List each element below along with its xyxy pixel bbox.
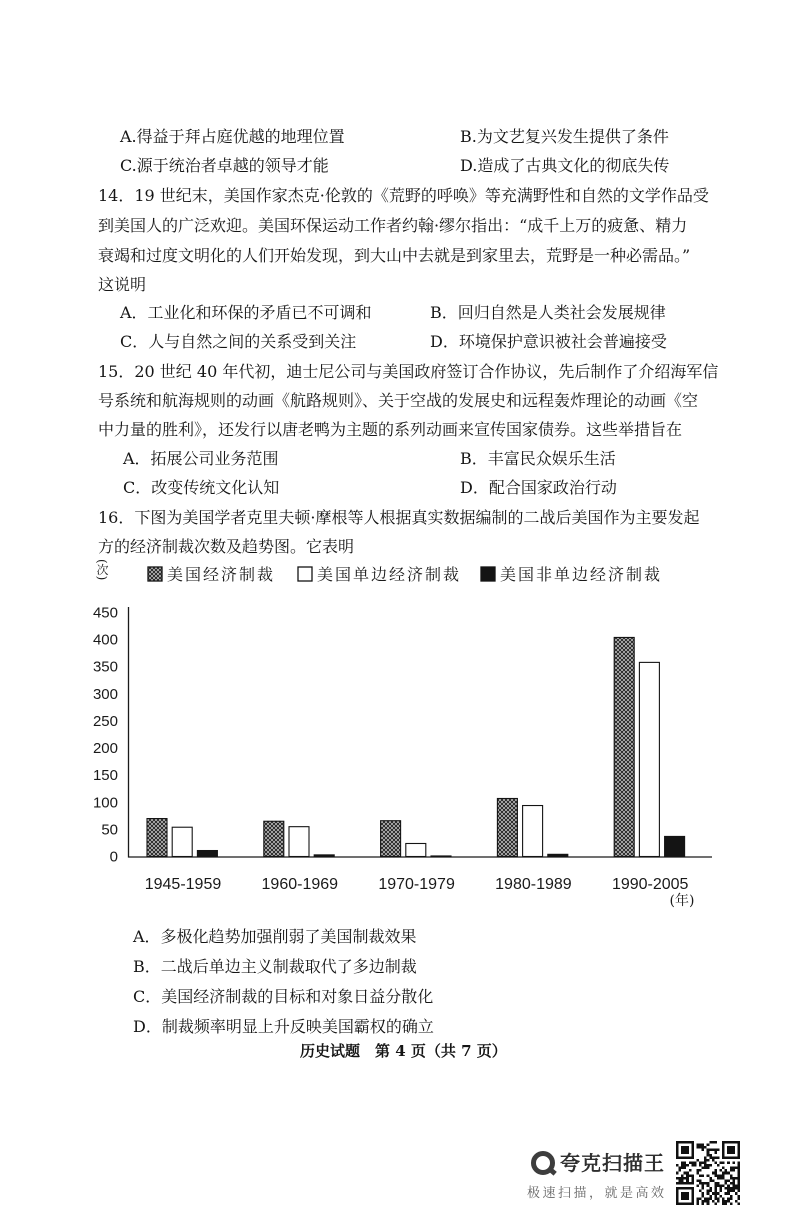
q14-option-a: A．工业化和环保的矛盾已不可调和	[120, 303, 372, 322]
x-tick-label: 1990-2005	[611, 876, 689, 893]
x-tick-label: 1970-1979	[378, 876, 455, 893]
watermark-brand: 夸克扫描王	[560, 1151, 665, 1175]
y-tick-label: 100	[92, 794, 118, 812]
q15-option-a: A．拓展公司业务范围	[123, 449, 279, 468]
q13-option-d: D.造成了古典文化的彻底失传	[460, 156, 670, 175]
legend-swatch-non-unilateral-sanctions	[481, 567, 495, 581]
q14-stem-line-1: 14．19 世纪末，美国作家杰克·伦敦的《荒野的呼唤》等充满野性和自然的文学作品受	[98, 186, 709, 205]
q14-option-c: C．人与自然之间的关系受到关注	[120, 332, 357, 351]
legend-swatch-economic-sanctions	[148, 567, 162, 581]
y-tick-label: 150	[92, 767, 118, 785]
q15-option-b: B．丰富民众娱乐生活	[460, 449, 616, 468]
q15-stem-line-2: 号系统和航海规则的动画《航路规则》、关于空战的发展史和远程轰炸理论的动画《空	[98, 391, 699, 410]
qr-code	[676, 1141, 740, 1205]
bar-economic-sanctions-1990-2005	[614, 637, 634, 856]
bar-unilateral-sanctions-1970-1979	[406, 843, 426, 856]
y-tick-label: 0	[109, 848, 118, 866]
bar-economic-sanctions-1980-1989	[497, 798, 517, 856]
q15-stem-line-3: 中力量的胜利》，还发行以唐老鸭为主题的系列动画来宣传国家债券。这些举措旨在	[98, 420, 683, 439]
q14-option-b: B．回归自然是人类社会发展规律	[430, 303, 666, 322]
x-tick-label: 1945-1959	[144, 876, 222, 893]
q14-stem-line-2: 到美国人的广泛欢迎。美国环保运动工作者约翰·缪尔指出：“成千上万的疲惫、精力	[98, 216, 688, 235]
y-tick-label: 450	[92, 604, 118, 622]
bar-non-unilateral-sanctions-1945-1959	[197, 851, 217, 857]
bar-non-unilateral-sanctions-1960-1969	[314, 855, 334, 857]
q13-option-b: B.为文艺复兴发生提供了条件	[460, 127, 669, 146]
q14-option-d: D．环境保护意识被社会普遍接受	[430, 332, 667, 351]
x-axis-unit: (年)	[669, 893, 695, 909]
legend-label-economic-sanctions: 美国经济制裁	[167, 565, 276, 584]
q16-option-d: D．制裁频率明显上升反映美国霸权的确立	[133, 1017, 434, 1036]
bar-non-unilateral-sanctions-1980-1989	[548, 854, 568, 856]
q16-stem-line-1: 16．下图为美国学者克里夫顿·摩根等人根据真实数据编制的二战后美国作为主要发起	[98, 508, 700, 527]
bar-unilateral-sanctions-1980-1989	[523, 806, 543, 857]
sanctions-bar-chart	[0, 550, 800, 920]
y-tick-label: 200	[92, 740, 118, 758]
y-tick-label: 350	[92, 658, 118, 676]
bar-non-unilateral-sanctions-1990-2005	[665, 836, 685, 856]
q14-stem-line-4: 这说明	[98, 275, 147, 294]
bar-unilateral-sanctions-1945-1959	[172, 827, 192, 856]
legend-label-unilateral-sanctions: 美国单边经济制裁	[317, 565, 462, 584]
q15-option-c: C．改变传统文化认知	[123, 478, 280, 497]
watermark-slogan: 极速扫描，就是高效	[527, 1186, 667, 1201]
bar-non-unilateral-sanctions-1970-1979	[431, 856, 451, 857]
x-tick-label: 1980-1989	[495, 876, 572, 893]
q16-option-c: C．美国经济制裁的目标和对象日益分散化	[133, 987, 434, 1006]
q16-stem-line-2: 方的经济制裁次数及趋势图。它表明	[98, 537, 355, 556]
bar-economic-sanctions-1960-1969	[264, 821, 284, 856]
page-footer: 历史试题 第 4 页（共 7 页）	[300, 1042, 507, 1060]
scanner-logo-tail	[548, 1167, 557, 1175]
y-tick-label: 50	[101, 821, 118, 839]
qr-modules	[676, 1141, 740, 1205]
bar-economic-sanctions-1970-1979	[381, 821, 401, 857]
q15-option-d: D．配合国家政治行动	[460, 478, 617, 497]
bar-economic-sanctions-1945-1959	[147, 819, 167, 857]
y-tick-label: 300	[92, 685, 118, 703]
y-tick-label: 400	[92, 631, 118, 649]
q13-option-a: A.得益于拜占庭优越的地理位置	[120, 127, 345, 146]
q14-stem-line-3: 衰竭和过度文明化的人们开始发现，到大山中去就是到家里去，荒野是一种必需品。”	[98, 246, 691, 265]
legend-swatch-unilateral-sanctions	[298, 567, 312, 581]
bar-unilateral-sanctions-1960-1969	[289, 827, 309, 857]
y-axis-unit: (次)	[95, 559, 109, 581]
q13-option-c: C.源于统治者卓越的领导才能	[120, 156, 329, 175]
y-tick-label: 250	[92, 712, 118, 730]
x-tick-label: 1960-1969	[261, 876, 339, 893]
legend-label-non-unilateral-sanctions: 美国非单边经济制裁	[500, 565, 663, 584]
bar-unilateral-sanctions-1990-2005	[639, 662, 659, 856]
q16-option-b: B．二战后单边主义制裁取代了多边制裁	[133, 957, 417, 976]
q15-stem-line-1: 15．20 世纪 40 年代初，迪士尼公司与美国政府签订合作协议，先后制作了介绍海军信	[98, 362, 719, 381]
q16-option-a: A．多极化趋势加强削弱了美国制裁效果	[133, 927, 417, 946]
